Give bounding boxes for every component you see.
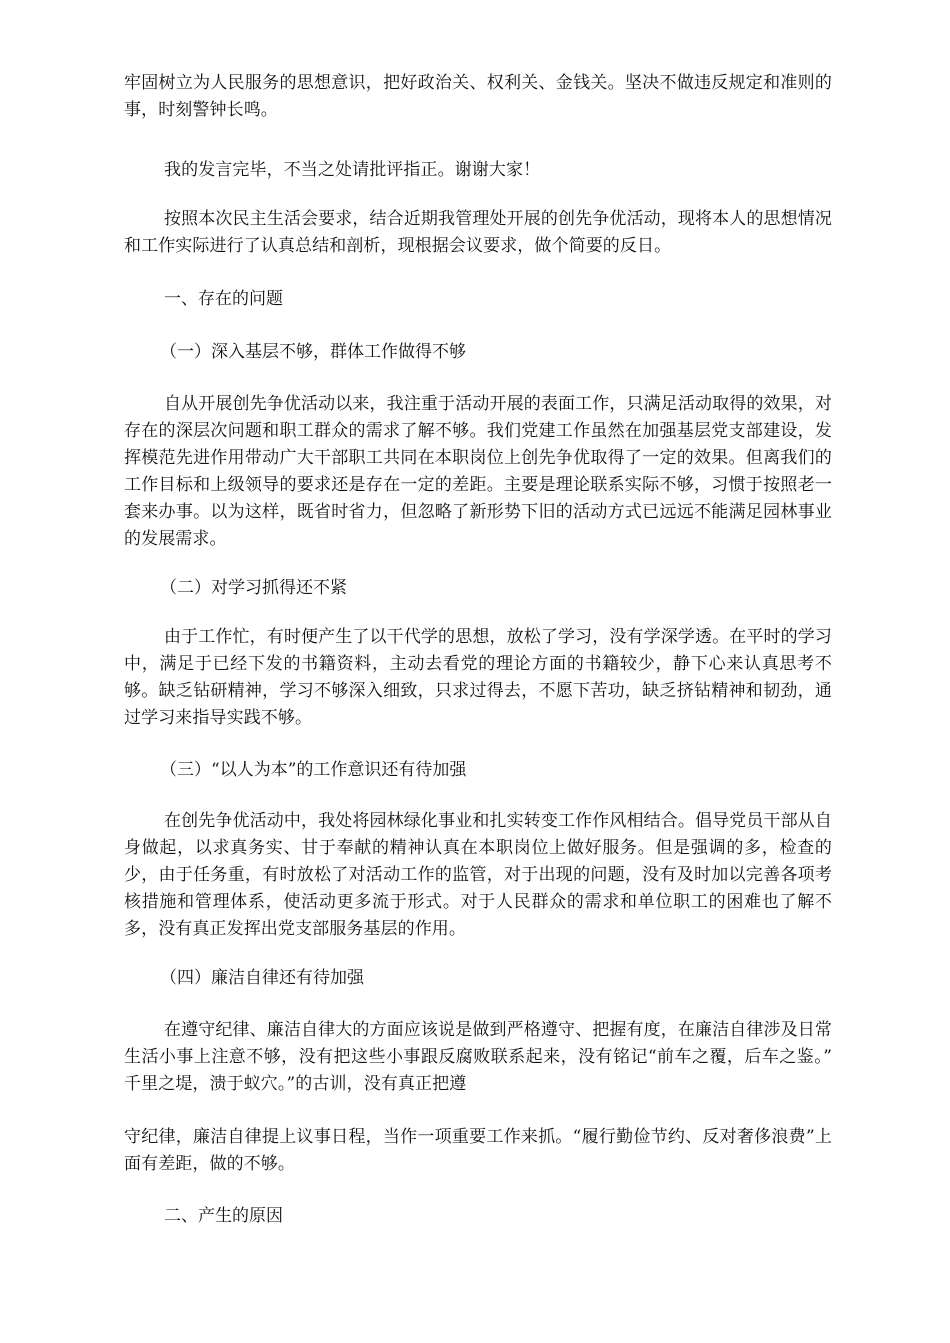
paragraph-study: 由于工作忙，有时便产生了以干代学的思想，放松了学习，没有学深学透。在平时的学习中，满足于已经下发的书籍资料，主动去看党的理论方面的书籍较少，静下心来认真思考不够。缺乏钻研精神，学习不够深入细致，只求过得去，不愿下苦功，缺乏挤钻精神和韧劲，通过学习来指导实践不够。 <box>124 627 832 728</box>
paragraph-closing-remarks: 我的发言完毕，不当之处请批评指正。谢谢大家！ <box>164 160 541 180</box>
subheading-study: （二）对学习抓得还不紧 <box>160 578 347 598</box>
paragraph-integrity-continued: 守纪律，廉洁自律提上议事日程，当作一项重要工作来抓。“履行勤俭节约、反对奢侈浪费”上面有差距，做的不够。 <box>124 1127 832 1174</box>
subheading-grassroots: （一）深入基层不够，群体工作做得不够 <box>160 342 466 362</box>
paragraph-introduction: 按照本次民主生活会要求，结合近期我管理处开展的创先争优活动，现将本人的思想情况和工作实际进行了认真总结和剖析，现根据会议要求，做个简要的反日。 <box>124 209 832 256</box>
subheading-integrity: （四）廉洁自律还有待加强 <box>160 968 364 988</box>
paragraph-people-first: 在创先争优活动中，我处将园林绿化事业和扎实转变工作作风相结合。倡导党员干部从自身做起，以求真务实、甘于奉献的精神认真在本职岗位上做好服务。但是强调的多，检查的少，由于任务重，有时放松了对活动工作的监管，对于出现的问题，没有及时加以完善各项考核措施和管理体系，使活动更多流于形式。对于人民群众的需求和单位职工的困难也了解不多，没有真正发挥出党支部服务基层的作用。 <box>124 811 832 939</box>
section-heading-causes: 二、产生的原因 <box>164 1206 283 1226</box>
paragraph-grassroots: 自从开展创先争优活动以来，我注重于活动开展的表面工作，只满足活动取得的效果，对存在的深层次问题和职工群众的需求了解不够。我们党建工作虽然在加强基层党支部建设，发挥模范先进作用带动广大干部职工共同在本职岗位上创先争优取得了一定的效果。但离我们的工作目标和上级领导的要求还是存在一定的差距。主要是理论联系实际不够，习惯于按照老一套来办事。以为这样，既省时省力，但忽略了新形势下旧的活动方式已远远不能满足园林事业的发展需求。 <box>124 394 832 549</box>
section-heading-problems: 一、存在的问题 <box>164 289 283 309</box>
paragraph-integrity-commitment: 牢固树立为人民服务的思想意识，把好政治关、权利关、金钱关。坚决不做违反规定和准则的事，时刻警钟长鸣。 <box>124 73 832 120</box>
subheading-people-first: （三）“以人为本”的工作意识还有待加强 <box>160 760 467 780</box>
paragraph-integrity: 在遵守纪律、廉洁自律大的方面应该说是做到严格遵守、把握有度，在廉洁自律涉及日常生活小事上注意不够，没有把这些小事跟反腐败联系起来，没有铭记“前车之覆，后车之鉴。” 千里之堤，溃于蚁穴。”的古训，没有真正把遵 <box>124 1020 832 1094</box>
